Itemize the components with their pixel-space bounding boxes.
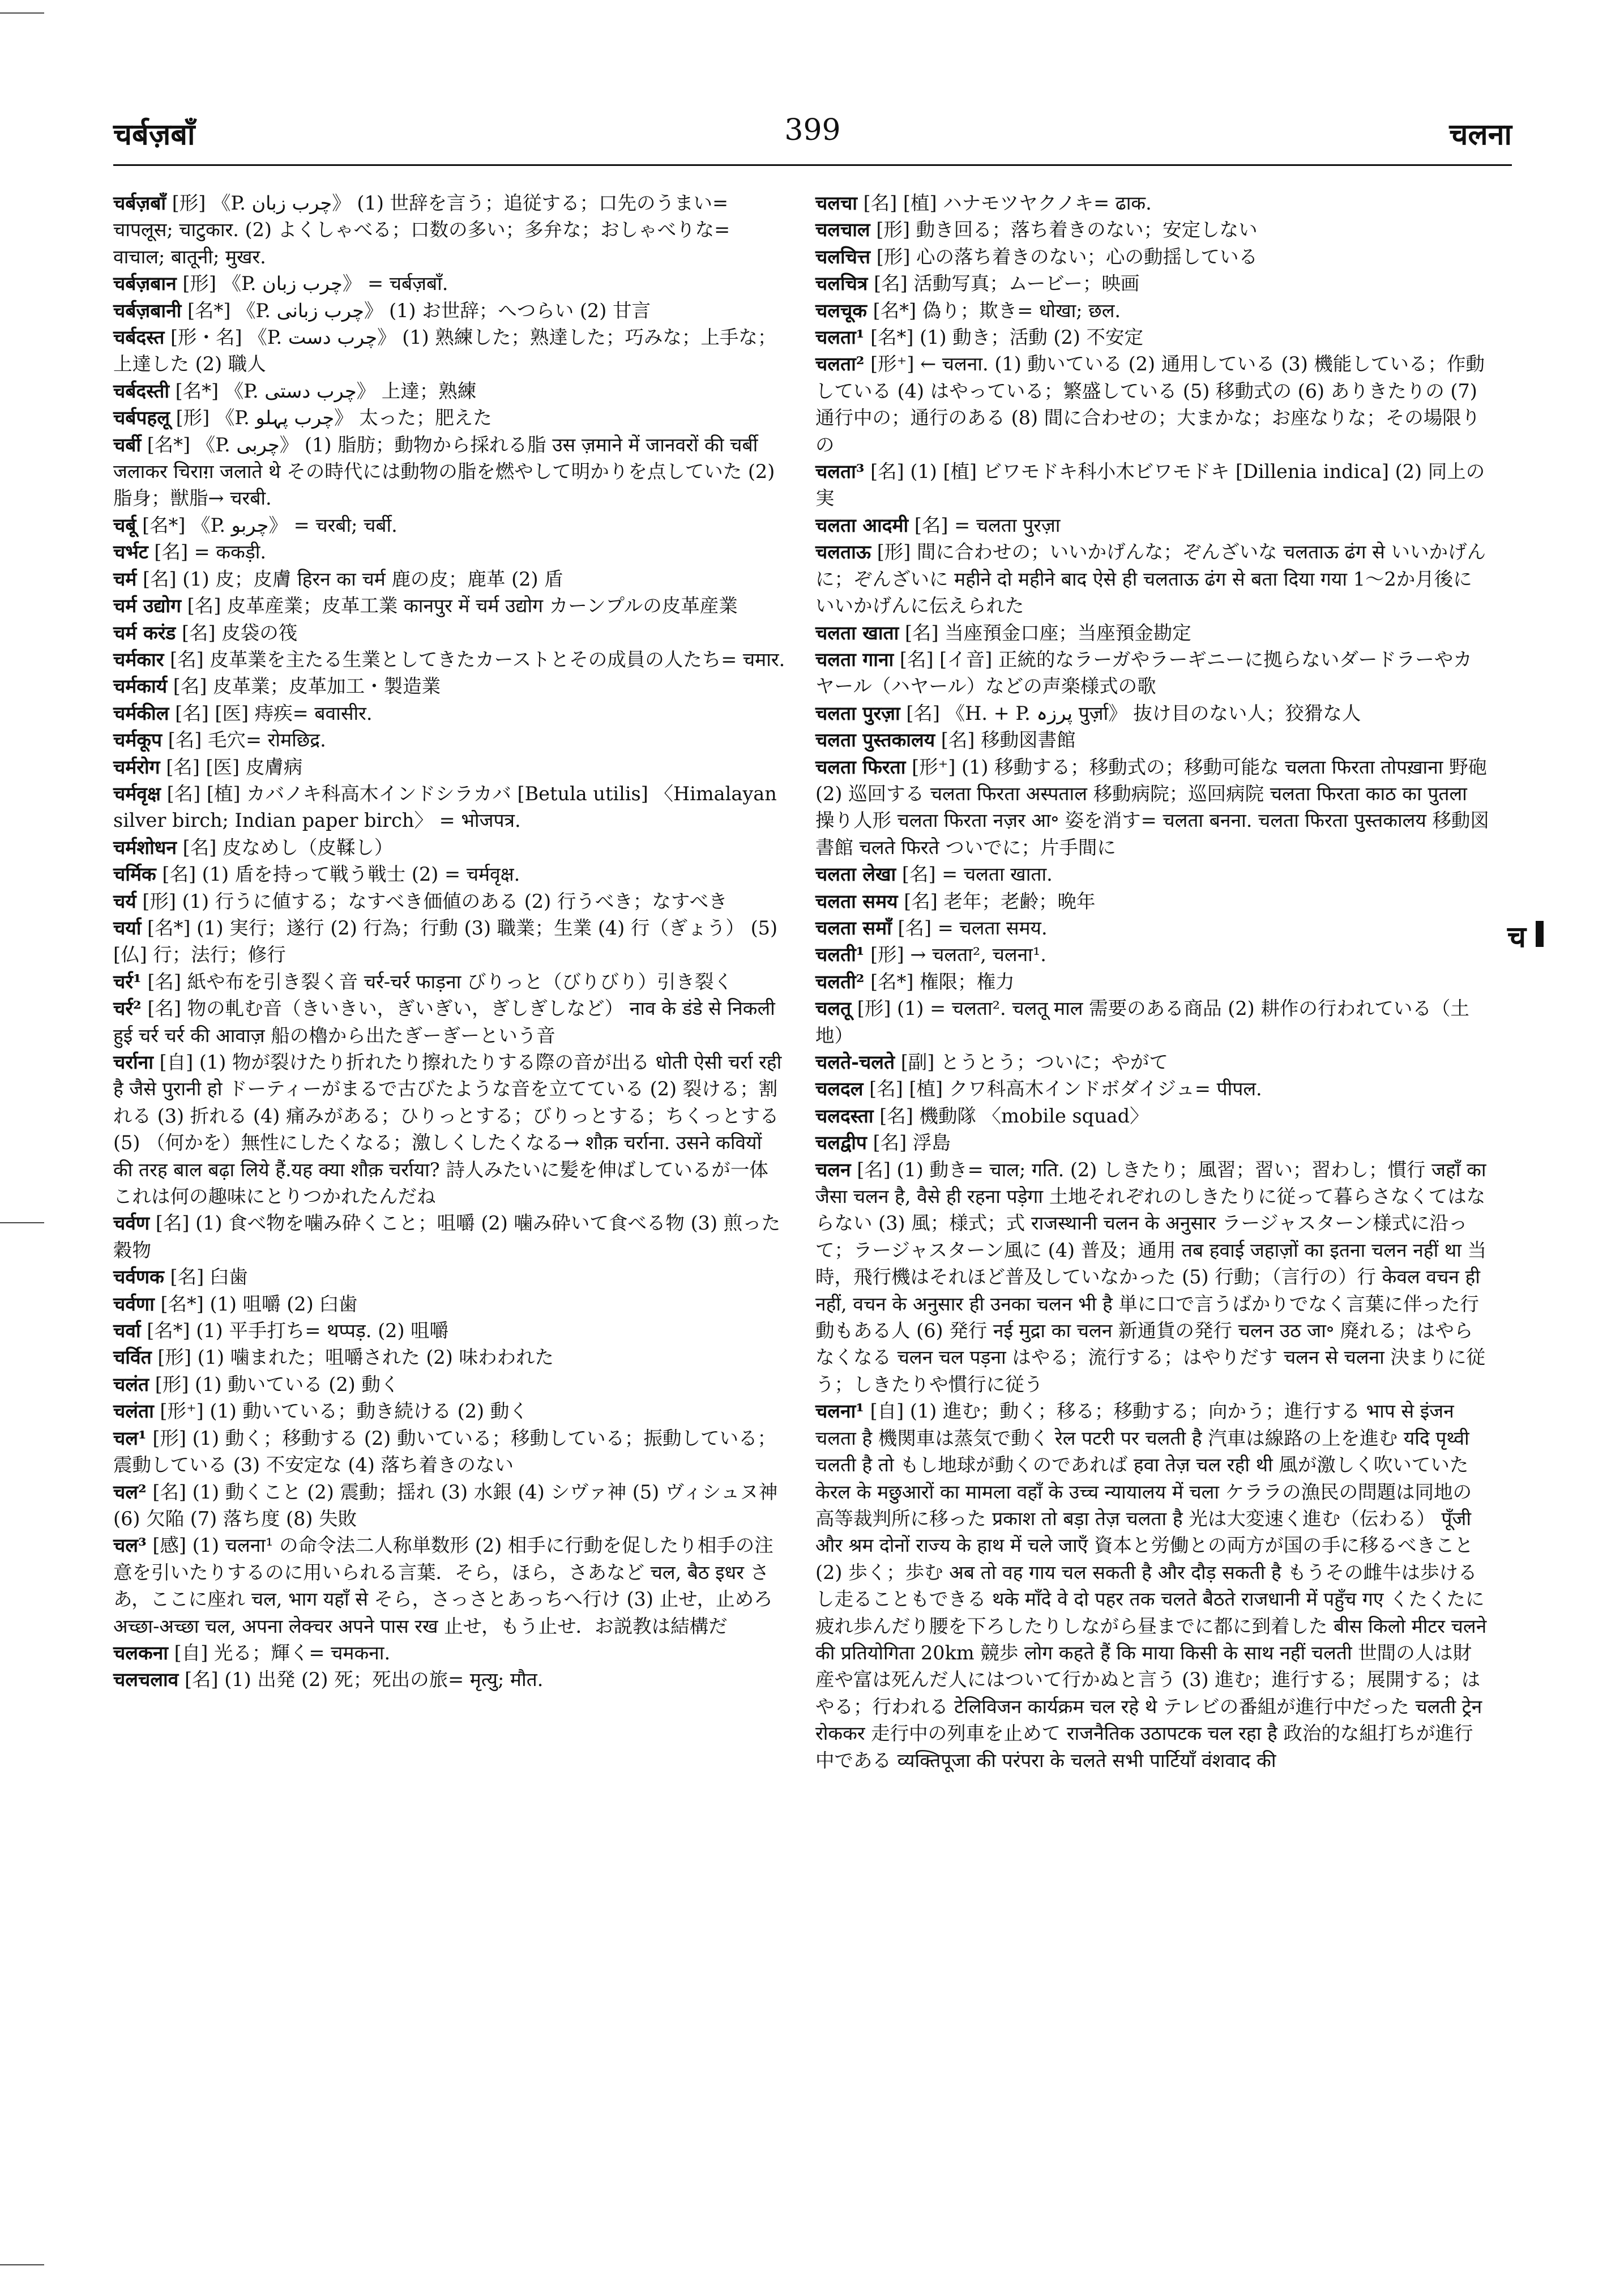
thumb-index-tab: च	[1507, 920, 1527, 954]
dictionary-entry	[815, 968, 1489, 995]
entry-headword: चर्वा	[113, 1320, 141, 1342]
entry-definition: [形] 動き回る；落ち着きのない；安定しない	[876, 219, 1258, 241]
entry-headword: चलदल	[815, 1078, 864, 1100]
entry-headword: चर्मरोग	[113, 756, 160, 778]
entry-definition: [名*] (1) 実行；遂行 (2) 行為；行動 (3) 職業；生業 (4) 行（ぎょう） (5) [仏] 行；法行；修行	[113, 916, 778, 966]
entry-definition: [形⁺] (1) 動いている；動き続ける (2) 動く	[160, 1400, 528, 1423]
entry-definition: [名] 《H. + P. پرزہ पुर्ज़ा》 抜け目のない人；狡猾な人	[906, 702, 1361, 724]
dictionary-entry	[113, 432, 787, 512]
entry-headword: चर्बज़बाँ	[113, 192, 166, 214]
entry-definition: [名] = ककड़ी.	[154, 541, 267, 564]
dictionary-entry	[113, 673, 787, 699]
entry-headword: चर्वणक	[113, 1266, 164, 1288]
entry-definition: [名] = चलता पुरज़ा	[914, 514, 1061, 536]
entry-definition: [形] 心の落ち着きのない；心の動揺している	[876, 245, 1258, 268]
entry-definition: [形] (1) 行うに値する；なすべき価値のある (2) 行うべき；なすべき	[142, 890, 728, 912]
entry-definition: [名] [イ音] 正統的なラーガやラーギニーに拠らないダードラーやカヤール（ハヤール）などの声楽様式の歌	[815, 648, 1472, 698]
entry-definition: [形] → चलता², चलना¹.	[870, 944, 1046, 966]
entry-definition: [名] (1) 動き= चाल; गति. (2) しきたり；風習；習い；習わし；慣行 जहाँ का जैसा चलन है, वैसे ही रहना पड़ेगा 土地それぞれのしきたりに従って暮らさなくてはならない (3) 風；様式；式 राजस्थानी चलन के अनुसार ラージャスターン様式に沿って；ラージャスターン風に (4) 普及；通用 तब हवाई जहाज़ों का इतना चलन नहीं था 当時，飛行機はそれほど普及していなかった (5) 行動；（言行の）行 केवल वचन ही नहीं, वचन के अनुसार ही उनका चलन भी है 単に口で言うばかりでなく言葉に伴った行動もある人 (6) 発行 नई मुद्रा का चलन 新通貨の発行 चलन उठ जा॰ 廃れる；はやらなくなる चलन चल पड़ना はやる；流行する；はやりだす चलन से चलना 決まりに従う；しきたりや慣行に従う	[815, 1158, 1487, 1395]
dictionary-entry	[113, 1532, 787, 1640]
entry-headword: चर्वण	[113, 1212, 150, 1235]
entry-headword: चलता³	[815, 460, 865, 483]
dictionary-entry	[113, 378, 787, 404]
entry-headword: चर्वित	[113, 1346, 152, 1369]
entry-headword: चलचा	[815, 192, 857, 214]
entry-definition: [名*] (1) 咀嚼 (2) 臼歯	[160, 1292, 358, 1315]
entry-headword: चर्मकार	[113, 648, 164, 671]
entry-definition: [名] 皮革産業；皮革工業 कानपुर में चर्म उद्योग カーンプルの皮革産業	[187, 595, 738, 617]
entry-definition: [名*] 権限；権力	[870, 970, 1015, 993]
entry-headword: चर्मकूप	[113, 729, 163, 752]
entry-definition: [形・名] 《P. چرب دست》 (1) 熟練した；熟達した；巧みな；上手な；上達した (2) 職人	[113, 326, 777, 375]
entry-headword: चर्य	[113, 890, 136, 912]
entry-definition: [形] 間に合わせの；いいかげんな；ぞんざいな चलताऊ ढंग से いいかげんに；ぞんざいに महीने दो महीने बाद ऐसे ही चलताऊ ढंग से बता दिया गया 1〜2か月後にいいかげんに伝えられた	[815, 541, 1486, 617]
entry-headword: चलती¹	[815, 944, 865, 966]
entry-headword: चलती²	[815, 970, 865, 993]
entry-headword: चर्बू	[113, 514, 136, 536]
dictionary-entry	[113, 1317, 787, 1344]
entry-headword: चर्मिक	[113, 863, 156, 886]
entry-headword: चर्मवृक्ष	[113, 782, 161, 805]
entry-headword: चलता¹	[815, 326, 865, 349]
dictionary-entry	[113, 190, 787, 270]
entry-headword: चर्बपहलू	[113, 407, 170, 429]
entry-definition: [名] [植] カバノキ科高木インドシラカバ [Betula utilis] 〈Himalayan silver birch; Indian paper birch〉 = भोजपत्र.	[113, 782, 777, 832]
entry-headword: चलता फिरता	[815, 756, 906, 778]
entry-definition: [形] 《P. چرب زبان》 (1) 世辞を言う；追従する；口先のうまい= चापलूस; चाटुकार. (2) よくしゃべる；口数の多い；多弁な；おしゃべりな= वाचाल; बातूनी; मुखर.	[113, 192, 730, 268]
entry-headword: चलता²	[815, 353, 865, 375]
entry-definition: [名] [医] 痔疾= बवासीर.	[175, 702, 373, 724]
entry-headword: चर्बदस्त	[113, 326, 165, 349]
entry-headword: चल²	[113, 1480, 147, 1503]
entry-headword: चलता गाना	[815, 648, 894, 671]
dictionary-entry	[113, 754, 787, 780]
entry-headword: चर्मशोधन	[113, 836, 177, 859]
dictionary-entry	[815, 297, 1489, 324]
entry-headword: चलता लेखा	[815, 863, 896, 886]
dictionary-entry	[815, 620, 1489, 646]
entry-definition: [名] 皮なめし（皮鞣し）	[182, 836, 394, 859]
entry-definition: [自] (1) 進む；動く；移る；移動する；向かう；進行する भाप से इंजन चलता है 機関車は蒸気で動く रेल पटरी पर चलती है 汽車は線路の上を進む यदि पृथ्वी चलती है तो もし地球が動くのであれば हवा तेज़ चल रही थी 風が激しく吹いていた केरल के मछुआरों का मामला वहाँ के उच्च न्यायालय में चला ケララの漁民の問題は同地の高等裁判所に移った प्रकाश तो बड़ा तेज़ चलता है 光は大変速く進む（伝わる） पूँजी और श्रम दोनों राज्य के हाथ में चले जाएँ 資本と労働との両方が国の手に移るべきこと (2) 歩く；歩む अब तो वह गाय चल सकती है और दौड़ सकती है もうその雌牛は歩けるし走ることもできる थके माँदे वे दो पहर तक चलते बैठते राजधानी में पहुँच गए くたくたに疲れ歩んだり腰を下ろしたりしながら昼までに都に到着した बीस किलो मीटर चलने की प्रतियोगिता 20km 競歩 लोग कहते हैं कि माया किसी के साथ नहीं चलती 世間の人は財産や富は死んだ人にはついて行かぬと言う (3) 進む；進行する；展開する；はやる；行われる टेलिविजन कार्यक्रम चल रहे थे テレビの番組が進行中だった चलती ट्रेन रोककर 走行中の列車を止めて राजनैतिक उठापटक चल रहा है 政治的な組打ちが進行中である व्यक्तिपूजा की परंपरा के चलते सभी पार्टियाँ वंशवाद की	[815, 1400, 1487, 1772]
entry-definition: [名] 臼歯	[170, 1266, 248, 1288]
entry-headword: चलंता	[113, 1400, 154, 1423]
dictionary-entry	[113, 1210, 787, 1264]
dictionary-entry	[113, 566, 787, 592]
entry-definition: [名*] 《P. چرب دستی》 上達；熟練	[175, 379, 477, 402]
entry-definition: [名*] 偽り；欺き= धोखा; छल.	[873, 299, 1121, 322]
entry-headword: चलता खाता	[815, 621, 899, 644]
entry-definition: [名] 機動隊 〈mobile squad〉	[879, 1104, 1149, 1127]
dictionary-entry	[113, 512, 787, 539]
dictionary-entry	[113, 727, 787, 753]
entry-definition: [名] 活動写真；ムービー；映画	[874, 272, 1140, 295]
entry-definition: [名] = चलता समय.	[898, 916, 1048, 939]
entry-definition: [名*] 《P. چربو》 = चरबी; चर्बी.	[142, 514, 398, 536]
entry-headword: चलता पुरज़ा	[815, 702, 900, 724]
entry-definition: [形] (1) 動く；移動する (2) 動いている；移動している；振動している；震動している (3) 不安定な (4) 落ち着きのない	[113, 1427, 776, 1476]
entry-definition: [形] 《P. چرب پہلو》 太った；肥えた	[176, 407, 492, 429]
entry-definition: [形⁺] (1) 移動する；移動式の；移動可能な चलता फिरता तोपख़ाना 野砲 (2) 巡回する चलता फिरता अस्पताल 移動病院；巡回病院 चलता फिरता काठ का पुतला 操り人形 चलता फिरता नज़र आ॰ 姿を消す= चलता बनना. चलता फिरता पुस्तकालय 移動図書館 चलते फिरते ついでに；片手間に	[815, 756, 1489, 859]
dictionary-entry	[815, 888, 1489, 915]
dictionary-entry	[113, 968, 787, 995]
dictionary-entry	[113, 1479, 787, 1533]
dictionary-entry	[113, 1640, 787, 1666]
dictionary-entry	[815, 190, 1489, 216]
dictionary-entry	[113, 780, 787, 834]
entry-headword: चर्या	[113, 916, 142, 939]
entry-definition: [名*] 《P. چرب زبانی》 (1) お世辞；へつらい (2) 甘言	[187, 299, 651, 322]
entry-definition: [名] (1) 動くこと (2) 震動；揺れ (3) 水銀 (4) シヴァ神 (5) ヴィシュヌ神 (6) 欠陥 (7) 落ち度 (8) 失敗	[113, 1480, 778, 1530]
entry-headword: चर्र²	[113, 997, 142, 1020]
entry-headword: चलचित्र	[815, 272, 868, 295]
header-rule	[113, 164, 1512, 166]
dictionary-entry	[113, 1398, 787, 1424]
entry-definition: [名] 毛穴= रोमछिद्र.	[168, 729, 326, 752]
entry-headword: चर्म करंड	[113, 621, 176, 644]
dictionary-entry	[815, 1103, 1489, 1129]
entry-headword: चलंत	[113, 1373, 149, 1395]
entry-definition: [名*] (1) 平手打ち= थप्पड़. (2) 咀嚼	[147, 1320, 449, 1342]
entry-definition: [名] = चलता खाता.	[901, 863, 1053, 886]
dictionary-entry	[113, 539, 787, 565]
entry-headword: चलना¹	[815, 1400, 864, 1423]
entry-definition: [名*] 《P. چربی》 (1) 脂肪；動物から採れる脂 उस ज़माने में जानवरों की चर्बी जलाकर चिराग़ जलाते थे その時代には動物の脂を燃やして明かりを点していた (2) 脂身；獣脂→ चरबी.	[113, 433, 775, 510]
dictionary-entry	[815, 324, 1489, 351]
entry-headword: चलता पुस्तकालय	[815, 729, 935, 752]
entry-headword: चलचूक	[815, 299, 867, 322]
dictionary-entry	[815, 754, 1489, 861]
entry-headword: चर्बज़बानी	[113, 299, 182, 322]
entry-definition: [形] (1) 動いている (2) 動く	[155, 1373, 400, 1395]
entry-headword: चलचाल	[815, 219, 870, 241]
running-head	[113, 113, 1512, 153]
dictionary-entry	[113, 861, 787, 887]
dictionary-entry	[113, 1344, 787, 1371]
dictionary-entry	[113, 592, 787, 619]
dictionary-entry	[815, 458, 1489, 512]
left-column	[113, 190, 787, 1693]
entry-definition: [名] (1) 盾を持って戦う戦士 (2) = चर्मवृक्ष.	[162, 863, 520, 886]
dictionary-entry	[113, 1666, 787, 1693]
dictionary-entry	[113, 1291, 787, 1317]
page-number: 399	[784, 113, 841, 147]
entry-headword: चलद्वीप	[815, 1132, 867, 1154]
dictionary-entry	[113, 834, 787, 861]
entry-definition: [名] (1) 皮；皮膚 हिरन का चर्म 鹿の皮；鹿革 (2) 盾	[142, 567, 563, 590]
scan-edge-mark	[0, 1222, 44, 1223]
entry-definition: [名] [医] 皮膚病	[166, 756, 303, 778]
entry-headword: चलता आदमी	[815, 514, 909, 536]
guide-word-right: चलना	[1449, 117, 1512, 152]
entry-definition: [形] (1) = चलता². चलतू माल 需要のある商品 (2) 耕作の行われている（土地）	[815, 997, 1469, 1047]
dictionary-entry	[113, 620, 787, 646]
entry-definition: [名] [植] ハナモツヤクノキ= ढाक.	[863, 192, 1152, 214]
dictionary-entry	[113, 646, 787, 673]
thumb-index-bar	[1536, 921, 1544, 947]
entry-definition: [名] (1) [植] ビワモドキ科小木ビワモドキ [Dillenia indica] (2) 同上の実	[815, 460, 1485, 510]
dictionary-entry	[815, 995, 1489, 1049]
dictionary-entry	[815, 216, 1489, 243]
dictionary-entry	[815, 727, 1489, 753]
entry-headword: चलता समय	[815, 890, 898, 912]
dictionary-entry	[815, 1129, 1489, 1156]
entry-definition: [名] 紙や布を引き裂く音 चर्र-चर्र फाड़ना びりっと（びりびり）引き裂く	[147, 970, 733, 993]
dictionary-entry	[113, 1371, 787, 1398]
entry-definition: [名] (1) 出発 (2) 死；死出の旅= मृत्यु; मौत.	[184, 1668, 544, 1691]
entry-headword: चर्राना	[113, 1051, 153, 1073]
entry-headword: चर्बदस्ती	[113, 379, 169, 402]
dictionary-entry	[815, 1398, 1489, 1774]
entry-headword: चलते-चलते	[815, 1051, 895, 1073]
dictionary-entry	[113, 270, 787, 297]
dictionary-entry	[113, 1264, 787, 1290]
entry-definition: [自] (1) 物が裂けたり折れたり擦れたりする際の音が出る धोती ऐसी चर्रा रही है जैसे पुरानी हो ドーティーがまるで古びたような音を立てている (2) 裂ける；割れる (3) 折れる (4) 痛みがある；ひりっとする；びりっとする；ちくっとする (5) （何かを）無性にしたくなる；激しくしたくなる→ शौक़ चर्राना. उसने कवियों की तरह बाल बढ़ा लिये हैं.यह क्या शौक़ चर्राया? 詩人みたいに髪を伸ばしているが一体これは何の趣味にとりつかれたんだね	[113, 1051, 782, 1208]
dictionary-entry	[113, 324, 787, 378]
guide-word-left: चर्बज़बाँ	[113, 117, 195, 152]
entry-headword: चर्वणा	[113, 1292, 155, 1315]
right-column	[815, 190, 1489, 1774]
entry-headword: चलदस्ता	[815, 1104, 874, 1127]
entry-headword: चर्म उद्योग	[113, 595, 181, 617]
dictionary-entry	[113, 915, 787, 968]
entry-headword: चलचलाव	[113, 1668, 179, 1691]
dictionary-entry	[113, 700, 787, 727]
entry-definition: [名] 皮革業を主たる生業としてきたカーストとその成員の人たち= चमार.	[170, 648, 785, 671]
entry-definition: [名] 皮革業；皮革加工・製造業	[173, 675, 441, 698]
entry-definition: [名] 浮島	[873, 1132, 951, 1154]
dictionary-entry	[815, 270, 1489, 297]
entry-headword: चर्मकील	[113, 702, 169, 724]
entry-definition: [形] 《P. چرب زبان》 = चर्बज़बाँ.	[182, 272, 448, 295]
dictionary-entry	[815, 646, 1489, 700]
dictionary-entry	[815, 351, 1489, 458]
entry-definition: [副] とうとう；ついに；やがて	[900, 1051, 1169, 1073]
dictionary-entry	[113, 1049, 787, 1210]
dictionary-entry	[815, 512, 1489, 539]
entry-definition: [名] 老年；老齢；晩年	[904, 890, 1096, 912]
entry-headword: चल³	[113, 1534, 147, 1557]
entry-headword: चर्मकार्य	[113, 675, 168, 698]
entry-headword: चलन	[815, 1158, 851, 1181]
entry-definition: [名] 当座預金口座；当座預金勘定	[904, 621, 1191, 644]
dictionary-entry	[815, 915, 1489, 941]
entry-definition: [名] (1) 食べ物を噛み砕くこと；咀嚼 (2) 噛み砕いて食べる物 (3) 煎った穀物	[113, 1212, 781, 1261]
dictionary-entry	[113, 888, 787, 915]
entry-definition: [名] 物の軋む音（きいきい，ぎいぎい，ぎしぎしなど） नाव के डंडे से निकली हुई चर्र चर्र की आवाज़ 船の櫓から出たぎーぎーという音	[113, 997, 775, 1047]
entry-headword: चर्बी	[113, 433, 142, 456]
entry-headword: चल¹	[113, 1427, 147, 1449]
entry-headword: चर्बज़बान	[113, 272, 177, 295]
dictionary-entry	[113, 404, 787, 431]
entry-definition: [名*] (1) 動き；活動 (2) 不安定	[870, 326, 1143, 349]
entry-headword: चलताऊ	[815, 541, 871, 564]
scan-edge-mark	[0, 2264, 44, 2265]
scan-edge-mark	[0, 12, 44, 14]
dictionary-entry	[113, 297, 787, 324]
entry-definition: [形⁺] ← चलना. (1) 動いている (2) 通用している (3) 機能している；作動している (4) はやっている；繁盛している (5) 移動式の (6) ありきたりの (7) 通行中の；通行のある (8) 間に合わせの；大まかな；お座なりな；その場限りの	[815, 353, 1485, 456]
entry-definition: [名] 皮袋の筏	[181, 621, 298, 644]
entry-headword: चलता समाँ	[815, 916, 892, 939]
dictionary-entry	[113, 995, 787, 1049]
dictionary-entry	[815, 861, 1489, 887]
entry-headword: चलचित्त	[815, 245, 871, 268]
entry-definition: [名] 移動図書館	[941, 729, 1076, 752]
dictionary-entry	[815, 700, 1489, 727]
dictionary-entry	[815, 539, 1489, 619]
entry-headword: चर्म	[113, 567, 137, 590]
entry-headword: चर्र¹	[113, 970, 142, 993]
dictionary-entry	[815, 1049, 1489, 1075]
entry-headword: चलकना	[113, 1641, 168, 1664]
entry-headword: चलतू	[815, 997, 852, 1020]
entry-definition: [自] 光る；輝く= चमकना.	[174, 1641, 391, 1664]
dictionary-entry	[113, 1425, 787, 1479]
dictionary-entry	[815, 244, 1489, 270]
entry-headword: चर्भट	[113, 541, 148, 564]
entry-definition: [形] (1) 噛まれた；咀嚼された (2) 味わわれた	[157, 1346, 554, 1369]
entry-definition: [名] [植] クワ科高木インドボダイジュ= पीपल.	[869, 1078, 1262, 1100]
entry-definition: [感] (1) चलना¹ の命令法二人称単数形 (2) 相手に行動を促したり相手の注意を引いたりするのに用いられる言葉．そら，ほら，さあなど चल, बैठ इधर さあ，ここに座れ चल, भाग यहाँ से そら，さっさとあっちへ行け (3) 止せ，止めろ अच्छा-अच्छा चल, अपना लेक्चर अपने पास रख 止せ，もう止せ．お説教は結構だ	[113, 1534, 773, 1637]
dictionary-entry	[815, 1156, 1489, 1398]
dictionary-entry	[815, 1075, 1489, 1102]
dictionary-entry	[815, 941, 1489, 968]
